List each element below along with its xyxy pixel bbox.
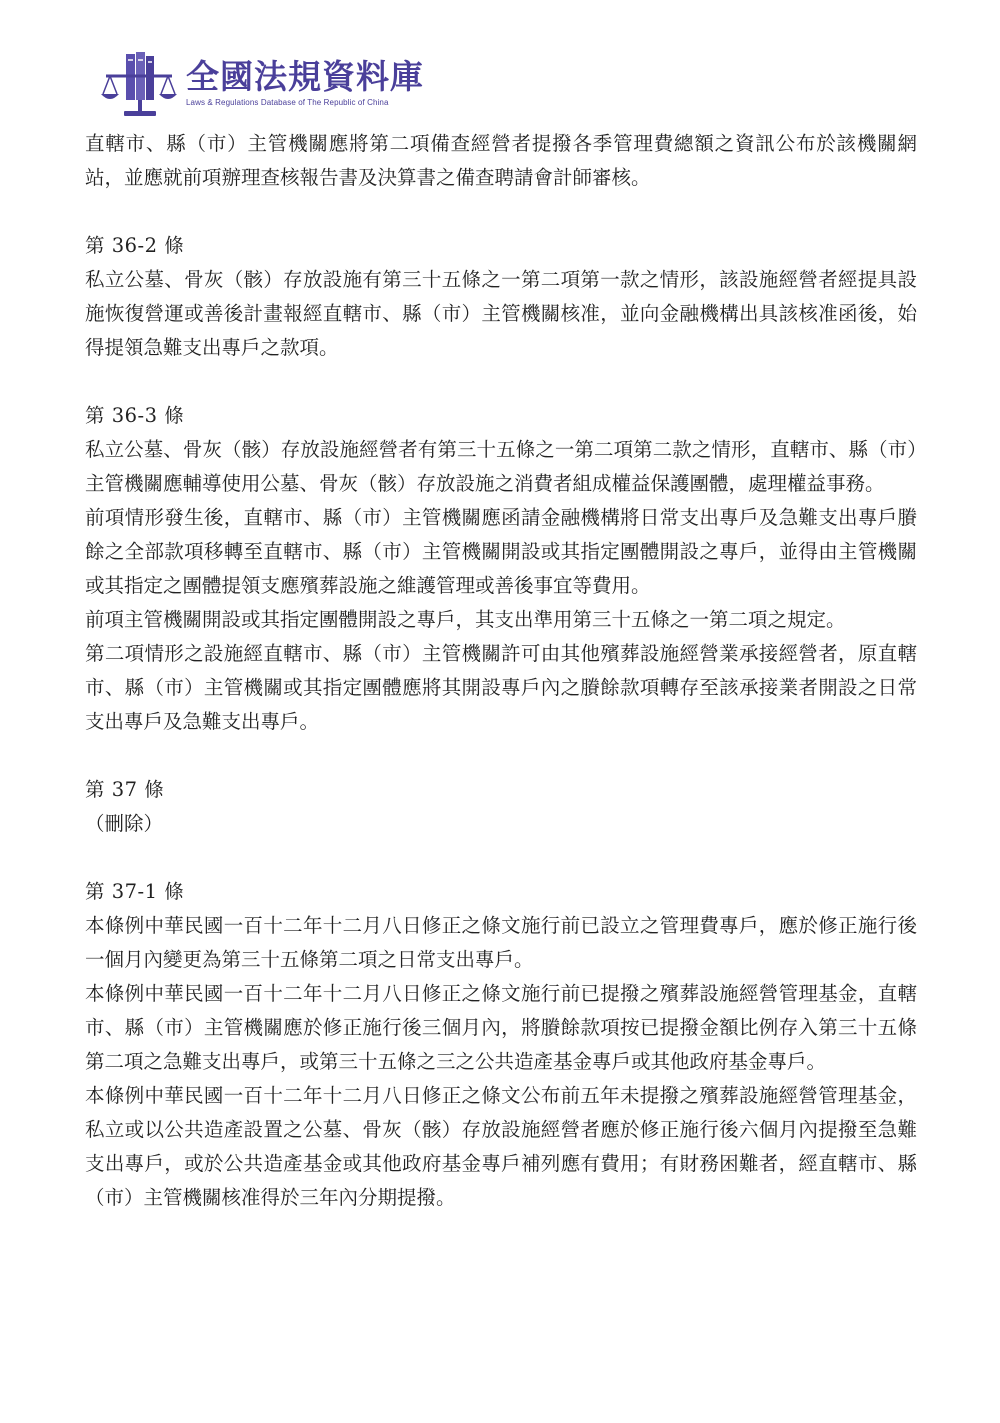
article-paragraph: （刪除）	[85, 812, 164, 835]
article-paragraph: 本條例中華民國一百十二年十二月八日修正之條文公布前五年未提撥之殯葬設施經營管理基金，私立或以公共造產設置之公墓、骨灰（骸）存放設施經營者應於修正施行後六個月內提撥至急難支出專戶，或於公共造產基金或其他政府基金專戶補列應有費用；有財務困難者，經直轄市、縣（市）主管機關核准得於三年內分期提撥。	[85, 1084, 917, 1209]
article-paragraph: 本條例中華民國一百十二年十二月八日修正之條文施行前已設立之管理費專戶，應於修正施行後一個月內變更為第三十五條第二項之日常支出專戶。	[85, 914, 917, 971]
article-heading: 第 36-3 條	[85, 404, 185, 427]
article-paragraph: 本條例中華民國一百十二年十二月八日修正之條文施行前已提撥之殯葬設施經營管理基金，直轄市、縣（市）主管機關應於修正施行後三個月內，將賸餘款項按已提撥金額比例存入第三十五條第二項之急難支出專戶，或第三十五條之三之公共造產基金專戶或其他政府基金專戶。	[85, 982, 917, 1073]
logo-text-block	[186, 58, 424, 108]
article-heading: 第 37 條	[85, 778, 165, 801]
article-heading: 第 37-1 條	[85, 880, 185, 903]
logo-title: 全國法規資料庫	[186, 57, 424, 96]
article-36-3	[85, 399, 917, 739]
lead-paragraph: 直轄市、縣（市）主管機關應將第二項備查經營者提撥各季管理費總額之資訊公布於該機關網站，並應就前項辦理查核報告書及決算書之備查聘請會計師審核。	[85, 132, 917, 189]
article-37	[85, 773, 917, 841]
document-body	[85, 127, 917, 1215]
article-paragraph: 前項主管機關開設或其指定團體開設之專戶，其支出準用第三十五條之一第二項之規定。	[85, 608, 846, 631]
article-36-2	[85, 229, 917, 365]
site-header	[100, 52, 424, 120]
article-heading: 第 36-2 條	[85, 234, 185, 257]
scales-of-justice-logo-icon	[100, 52, 178, 118]
article-paragraph: 私立公墓、骨灰（骸）存放設施經營者有第三十五條之一第二項第二款之情形，直轄市、縣（市）主管機關應輔導使用公墓、骨灰（骸）存放設施之消費者組成權益保護團體，處理權益事務。	[85, 438, 917, 495]
article-37-1	[85, 875, 917, 1215]
article-paragraph: 前項情形發生後，直轄市、縣（市）主管機關應函請金融機構將日常支出專戶及急難支出專戶賸餘之全部款項移轉至直轄市、縣（市）主管機關開設或其指定團體開設之專戶，並得由主管機關或其指定之團體提領支應殯葬設施之維護管理或善後事宜等費用。	[85, 506, 917, 597]
logo-subtitle: Laws & Regulations Database of The Republic of China	[186, 98, 389, 107]
article-paragraph: 第二項情形之設施經直轄市、縣（市）主管機關許可由其他殯葬設施經營業承接經營者，原直轄市、縣（市）主管機關或其指定團體應將其開設專戶內之賸餘款項轉存至該承接業者開設之日常支出專戶及急難支出專戶。	[85, 642, 917, 733]
article-paragraph: 私立公墓、骨灰（骸）存放設施有第三十五條之一第二項第一款之情形，該設施經營者經提具設施恢復營運或善後計畫報經直轄市、縣（市）主管機關核准，並向金融機構出具該核准函後，始得提領急難支出專戶之款項。	[85, 268, 917, 359]
